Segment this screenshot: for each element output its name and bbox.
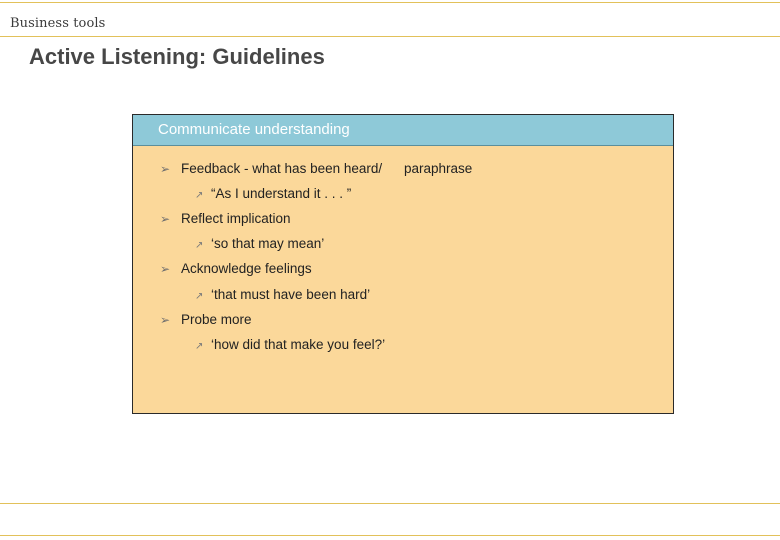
- sub-list-item-label: ‘how did that make you feel?’: [211, 337, 386, 352]
- list-item-extra: paraphrase: [404, 161, 473, 176]
- top-rule: [0, 2, 780, 3]
- page-title: Active Listening: Guidelines: [29, 44, 325, 69]
- list-item-label: Probe more: [181, 312, 252, 327]
- list-item-label: Reflect implication: [181, 211, 291, 226]
- arrow-up-right-bullet-icon: ↗: [195, 240, 204, 251]
- list-item: [160, 312, 252, 327]
- list-item: [160, 261, 312, 276]
- list-item: [160, 211, 291, 226]
- sub-list-item: [195, 236, 324, 251]
- sub-list-item-label: ‘so that may mean’: [211, 236, 325, 251]
- arrowhead-bullet-icon: ➢: [160, 162, 171, 176]
- sub-list-item: [195, 287, 370, 302]
- panel-heading: Communicate understanding: [133, 115, 673, 146]
- sub-list-item-label: “As I understand it . . . ”: [211, 186, 352, 201]
- footer-rule: [0, 503, 780, 504]
- brand-label: Business tools: [10, 16, 106, 31]
- list-item-label: Acknowledge feelings: [181, 261, 312, 276]
- arrow-up-right-bullet-icon: ↗: [195, 291, 204, 302]
- sub-list-item: [195, 337, 385, 352]
- sub-list-item-label: ‘that must have been hard’: [211, 287, 371, 302]
- list-item: [160, 161, 382, 176]
- arrowhead-bullet-icon: ➢: [160, 212, 171, 226]
- arrowhead-bullet-icon: ➢: [160, 313, 171, 327]
- content-panel: [132, 114, 674, 414]
- bottom-rule: [0, 535, 780, 536]
- sub-list-item: [195, 186, 351, 201]
- arrow-up-right-bullet-icon: ↗: [195, 341, 204, 352]
- arrow-up-right-bullet-icon: ↗: [195, 190, 204, 201]
- header-rule: [0, 36, 780, 37]
- list-item-label: Feedback - what has been heard/: [181, 161, 383, 176]
- arrowhead-bullet-icon: ➢: [160, 262, 171, 276]
